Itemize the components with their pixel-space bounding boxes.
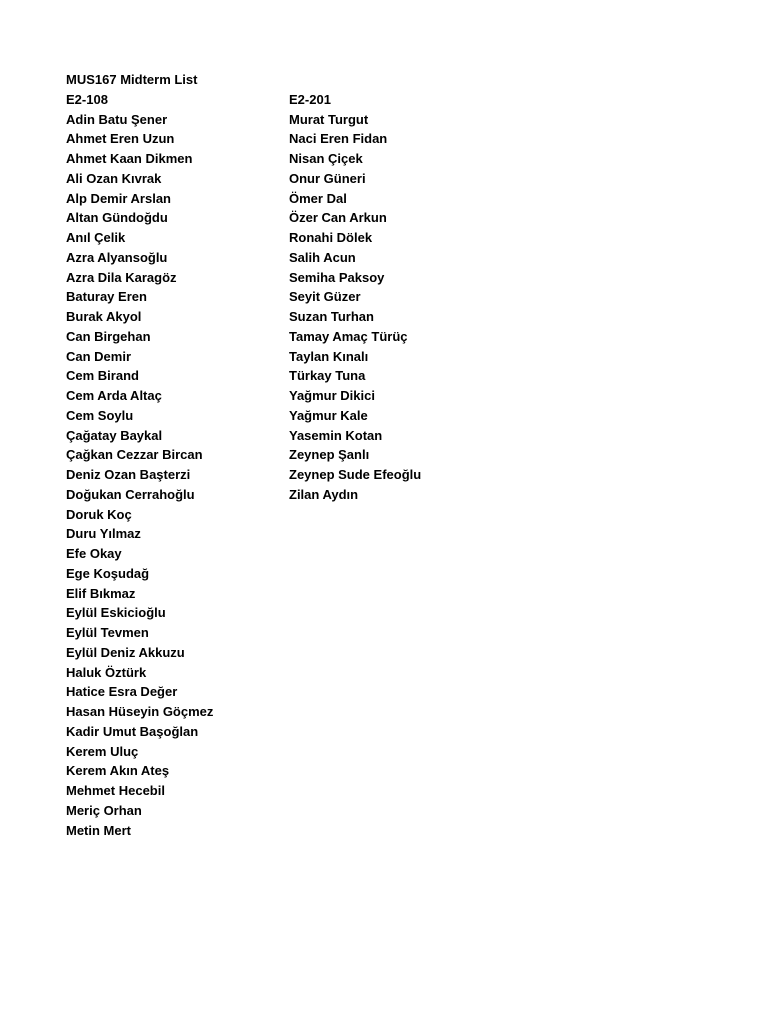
student-name: Azra Dila Karagöz bbox=[66, 269, 177, 285]
document-title: MUS167 Midterm List bbox=[66, 72, 198, 87]
student-name: Duru Yılmaz bbox=[66, 526, 141, 542]
student-name: Çağkan Cezzar Bircan bbox=[66, 447, 203, 463]
student-name: Ahmet Eren Uzun bbox=[66, 131, 175, 147]
student-name: Ali Ozan Kıvrak bbox=[66, 170, 162, 186]
student-name: Hasan Hüseyin Göçmez bbox=[66, 704, 214, 719]
student-name: Ege Koşudağ bbox=[66, 565, 150, 581]
student-name: Deniz Ozan Başterzi bbox=[66, 467, 191, 482]
student-name: Çağatay Baykal bbox=[66, 427, 163, 443]
student-name: Özer Can Arkun bbox=[289, 210, 387, 226]
student-name: Adin Batu Şener bbox=[66, 111, 168, 127]
student-name: Ömer Dal bbox=[289, 190, 347, 206]
room-column-e2-201 bbox=[289, 90, 421, 505]
student-name: Semiha Paksoy bbox=[289, 269, 385, 285]
student-name: Naci Eren Fidan bbox=[289, 131, 388, 147]
student-name: Ronahi Dölek bbox=[289, 230, 373, 245]
student-name: Mehmet Hecebil bbox=[66, 783, 165, 798]
student-list bbox=[66, 110, 213, 841]
student-name: Eylül Deniz Akkuzu bbox=[66, 644, 185, 660]
student-name: Azra Alyansoğlu bbox=[66, 249, 168, 265]
student-name: Cem Birand bbox=[66, 368, 139, 384]
student-name: Türkay Tuna bbox=[289, 368, 366, 384]
student-name: Doğukan Cerrahoğlu bbox=[66, 486, 195, 502]
student-name: Yasemin Kotan bbox=[289, 427, 383, 443]
student-name: Taylan Kınalı bbox=[289, 348, 369, 364]
room-column-e2-108 bbox=[66, 90, 213, 841]
student-name: Kerem Akın Ateş bbox=[66, 763, 170, 779]
student-name: Nisan Çiçek bbox=[289, 151, 363, 166]
student-name: Yağmur Dikici bbox=[289, 388, 375, 403]
student-name: Yağmur Kale bbox=[289, 407, 368, 423]
student-name: Anıl Çelik bbox=[66, 230, 126, 245]
student-name: Eylül Eskicioğlu bbox=[66, 605, 166, 621]
student-name: Cem Arda Altaç bbox=[66, 388, 162, 403]
student-name: Elif Bıkmaz bbox=[66, 585, 136, 601]
student-name: Haluk Öztürk bbox=[66, 664, 147, 680]
student-name: Doruk Koç bbox=[66, 506, 132, 522]
student-name: Tamay Amaç Türüç bbox=[289, 328, 408, 344]
student-name: Kerem Uluç bbox=[66, 743, 139, 759]
student-name: Zilan Aydın bbox=[289, 486, 359, 502]
room-header: E2-108 bbox=[66, 91, 108, 107]
student-name: Kadir Umut Başoğlan bbox=[66, 723, 199, 739]
room-header: E2-201 bbox=[289, 91, 331, 107]
student-name: Burak Akyol bbox=[66, 309, 142, 324]
student-name: Metin Mert bbox=[66, 822, 131, 838]
student-name: Efe Okay bbox=[66, 546, 122, 561]
student-name: Suzan Turhan bbox=[289, 309, 374, 324]
student-name: Hatice Esra Değer bbox=[66, 684, 178, 700]
student-name: Zeynep Şanlı bbox=[289, 447, 370, 463]
student-name: Ahmet Kaan Dikmen bbox=[66, 151, 193, 166]
student-name: Altan Gündoğdu bbox=[66, 210, 168, 226]
student-name: Zeynep Sude Efeoğlu bbox=[289, 467, 422, 482]
student-name: Salih Acun bbox=[289, 249, 356, 265]
student-name: Murat Turgut bbox=[289, 111, 369, 127]
student-name: Can Birgehan bbox=[66, 328, 151, 344]
student-name: Meriç Orhan bbox=[66, 802, 142, 818]
student-name: Seyit Güzer bbox=[289, 289, 361, 305]
student-name: Can Demir bbox=[66, 348, 132, 364]
student-name: Baturay Eren bbox=[66, 289, 147, 305]
student-name: Cem Soylu bbox=[66, 407, 134, 423]
student-list bbox=[289, 110, 421, 505]
student-name: Eylül Tevmen bbox=[66, 625, 149, 640]
student-name: Onur Güneri bbox=[289, 170, 366, 186]
student-name: Alp Demir Arslan bbox=[66, 190, 171, 206]
